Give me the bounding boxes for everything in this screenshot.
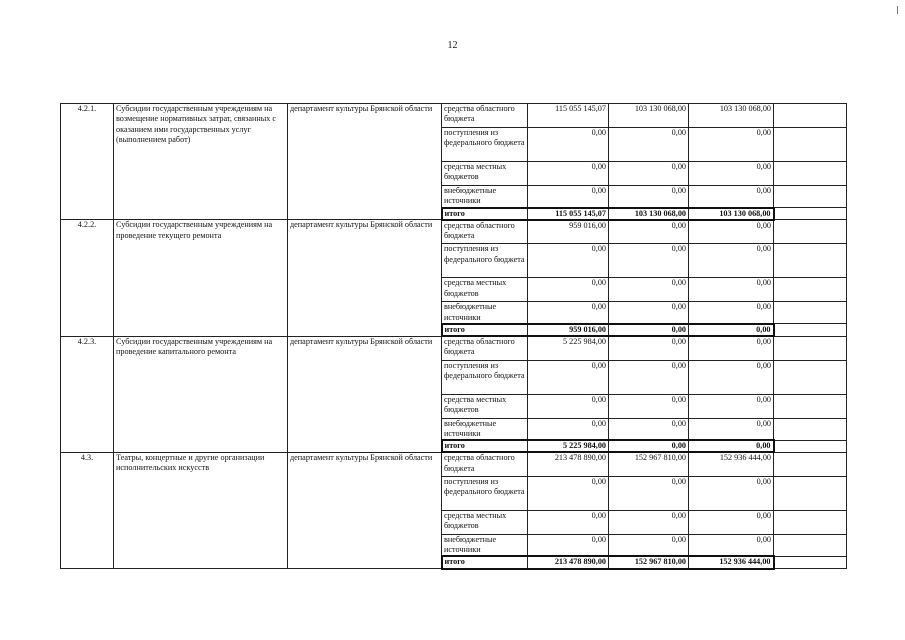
item-number: 4.3. xyxy=(61,452,114,568)
empty-cell xyxy=(774,476,847,510)
table-row xyxy=(61,336,847,360)
amount-year-3: 0,00 xyxy=(689,186,774,208)
amount-year-3: 0,00 xyxy=(689,244,774,278)
scan-edge-mark xyxy=(897,6,898,14)
amount-year-1: 0,00 xyxy=(528,128,609,162)
amount-year-3: 152 936 444,00 xyxy=(689,556,774,568)
amount-year-3: 0,00 xyxy=(689,476,774,510)
table-body xyxy=(61,104,847,569)
item-executor: департамент культуры Брянской области xyxy=(288,452,442,568)
amount-year-1: 0,00 xyxy=(528,302,609,324)
total-label: итого xyxy=(442,556,528,568)
amount-year-3: 0,00 xyxy=(689,128,774,162)
funding-source: средства областного бюджета xyxy=(442,336,528,360)
amount-year-1: 0,00 xyxy=(528,394,609,418)
item-name: Субсидии государственным учреждениям на проведение капитального ремонта xyxy=(114,336,288,452)
funding-source: средства областного бюджета xyxy=(442,104,528,128)
funding-source: средства областного бюджета xyxy=(442,452,528,476)
amount-year-1: 0,00 xyxy=(528,244,609,278)
amount-year-2: 0,00 xyxy=(609,394,689,418)
amount-year-3: 103 130 068,00 xyxy=(689,104,774,128)
amount-year-3: 0,00 xyxy=(689,394,774,418)
funding-source: средства местных бюджетов xyxy=(442,162,528,186)
funding-source: средства областного бюджета xyxy=(442,220,528,244)
item-executor: департамент культуры Брянской области xyxy=(288,220,442,336)
empty-cell xyxy=(774,324,847,336)
amount-year-1: 0,00 xyxy=(528,510,609,534)
item-number: 4.2.2. xyxy=(61,220,114,336)
funding-source: внебюджетные источники xyxy=(442,302,528,324)
funding-source: внебюджетные источники xyxy=(442,534,528,556)
funding-source: поступления из федерального бюджета xyxy=(442,244,528,278)
amount-year-2: 0,00 xyxy=(609,336,689,360)
amount-year-2: 0,00 xyxy=(609,534,689,556)
funding-source: поступления из федерального бюджета xyxy=(442,476,528,510)
empty-cell xyxy=(774,394,847,418)
amount-year-3: 0,00 xyxy=(689,360,774,394)
amount-year-1: 0,00 xyxy=(528,162,609,186)
amount-year-3: 0,00 xyxy=(689,534,774,556)
amount-year-3: 103 130 068,00 xyxy=(689,208,774,220)
amount-year-3: 152 936 444,00 xyxy=(689,452,774,476)
amount-year-2: 0,00 xyxy=(609,244,689,278)
amount-year-3: 0,00 xyxy=(689,220,774,244)
funding-source: поступления из федерального бюджета xyxy=(442,128,528,162)
amount-year-1: 115 055 145,07 xyxy=(528,104,609,128)
empty-cell xyxy=(774,452,847,476)
amount-year-1: 5 225 984,00 xyxy=(528,440,609,452)
amount-year-2: 0,00 xyxy=(609,440,689,452)
amount-year-3: 0,00 xyxy=(689,162,774,186)
amount-year-2: 152 967 810,00 xyxy=(609,556,689,568)
amount-year-2: 0,00 xyxy=(609,278,689,302)
amount-year-2: 103 130 068,00 xyxy=(609,104,689,128)
amount-year-1: 0,00 xyxy=(528,186,609,208)
table-row xyxy=(61,104,847,128)
amount-year-1: 0,00 xyxy=(528,418,609,440)
amount-year-1: 213 478 890,00 xyxy=(528,556,609,568)
item-name: Субсидии государственным учреждениям на возмещение нормативных затрат, связанных с оказанием ими государственных услуг (выполнением работ) xyxy=(114,104,288,220)
amount-year-1: 0,00 xyxy=(528,360,609,394)
amount-year-1: 0,00 xyxy=(528,534,609,556)
amount-year-1: 0,00 xyxy=(528,476,609,510)
empty-cell xyxy=(774,208,847,220)
item-executor: департамент культуры Брянской области xyxy=(288,104,442,220)
amount-year-2: 0,00 xyxy=(609,510,689,534)
amount-year-1: 213 478 890,00 xyxy=(528,452,609,476)
empty-cell xyxy=(774,128,847,162)
empty-cell xyxy=(774,510,847,534)
amount-year-1: 0,00 xyxy=(528,278,609,302)
empty-cell xyxy=(774,162,847,186)
table-row xyxy=(61,452,847,476)
amount-year-1: 959 016,00 xyxy=(528,324,609,336)
funding-source: поступления из федерального бюджета xyxy=(442,360,528,394)
empty-cell xyxy=(774,302,847,324)
empty-cell xyxy=(774,360,847,394)
amount-year-3: 0,00 xyxy=(689,440,774,452)
empty-cell xyxy=(774,244,847,278)
item-name: Субсидии государственным учреждениям на проведение текущего ремонта xyxy=(114,220,288,336)
item-name: Театры, концертные и другие организации исполнительских искусств xyxy=(114,452,288,568)
funding-source: средства местных бюджетов xyxy=(442,394,528,418)
amount-year-2: 103 130 068,00 xyxy=(609,208,689,220)
empty-cell xyxy=(774,556,847,568)
item-number: 4.2.3. xyxy=(61,336,114,452)
amount-year-2: 0,00 xyxy=(609,186,689,208)
amount-year-3: 0,00 xyxy=(689,418,774,440)
amount-year-2: 0,00 xyxy=(609,128,689,162)
total-label: итого xyxy=(442,208,528,220)
amount-year-3: 0,00 xyxy=(689,336,774,360)
funding-source: средства местных бюджетов xyxy=(442,510,528,534)
total-label: итого xyxy=(442,324,528,336)
amount-year-2: 0,00 xyxy=(609,324,689,336)
item-executor: департамент культуры Брянской области xyxy=(288,336,442,452)
empty-cell xyxy=(774,104,847,128)
amount-year-3: 0,00 xyxy=(689,302,774,324)
amount-year-2: 0,00 xyxy=(609,360,689,394)
amount-year-2: 0,00 xyxy=(609,476,689,510)
empty-cell xyxy=(774,278,847,302)
amount-year-2: 0,00 xyxy=(609,418,689,440)
amount-year-3: 0,00 xyxy=(689,324,774,336)
empty-cell xyxy=(774,336,847,360)
budget-table xyxy=(60,103,847,570)
empty-cell xyxy=(774,186,847,208)
empty-cell xyxy=(774,418,847,440)
amount-year-2: 0,00 xyxy=(609,162,689,186)
amount-year-2: 0,00 xyxy=(609,302,689,324)
amount-year-3: 0,00 xyxy=(689,278,774,302)
funding-source: внебюджетные источники xyxy=(442,418,528,440)
total-label: итого xyxy=(442,440,528,452)
amount-year-2: 0,00 xyxy=(609,220,689,244)
item-number: 4.2.1. xyxy=(61,104,114,220)
amount-year-1: 5 225 984,00 xyxy=(528,336,609,360)
page-number: 12 xyxy=(447,40,458,51)
amount-year-1: 959 016,00 xyxy=(528,220,609,244)
funding-source: средства местных бюджетов xyxy=(442,278,528,302)
amount-year-1: 115 055 145,07 xyxy=(528,208,609,220)
amount-year-2: 152 967 810,00 xyxy=(609,452,689,476)
empty-cell xyxy=(774,220,847,244)
funding-source: внебюджетные источники xyxy=(442,186,528,208)
empty-cell xyxy=(774,440,847,452)
table-row xyxy=(61,220,847,244)
empty-cell xyxy=(774,534,847,556)
amount-year-3: 0,00 xyxy=(689,510,774,534)
